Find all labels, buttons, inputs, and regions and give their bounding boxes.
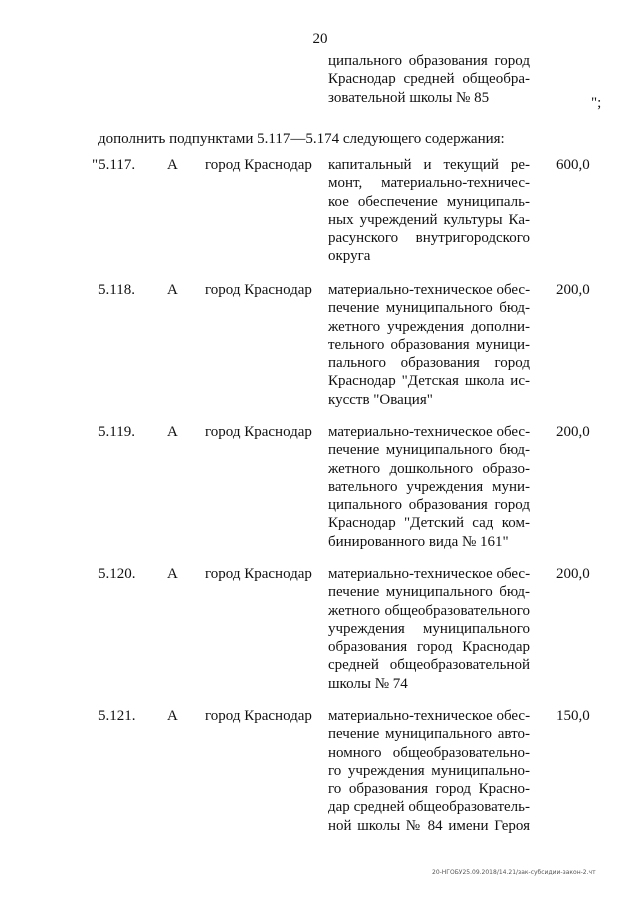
- description-line: тельного образования муници-: [328, 336, 530, 353]
- description-line: жетного учреждения дополни-: [328, 318, 530, 335]
- description-line: печение муниципального авто-: [328, 726, 530, 743]
- description-line: кусств "Овация": [328, 391, 433, 408]
- item-description: [328, 707, 530, 835]
- item-amount: 200,0: [556, 566, 590, 582]
- item-category: А: [167, 282, 178, 298]
- item-city: город Краснодар: [205, 566, 312, 582]
- item-number: "5.117.: [92, 157, 136, 173]
- description-line: образования город Краснодар: [328, 639, 530, 656]
- item-category: А: [167, 157, 178, 173]
- description-line: жетного общеобразовательного: [328, 602, 530, 619]
- description-line: вательного учреждения муни-: [328, 478, 530, 495]
- item-city: город Краснодар: [205, 424, 312, 440]
- item-number: 5.120.: [98, 566, 136, 582]
- item-description: [328, 565, 530, 693]
- item-city: город Краснодар: [205, 157, 312, 173]
- description-line: учреждения муниципального: [328, 620, 530, 637]
- item-description: [328, 156, 530, 266]
- description-line: монт, материально-техничес-: [328, 175, 530, 192]
- description-line: средней общеобразовательной: [328, 657, 530, 674]
- description-line: ципального образования город: [328, 497, 530, 514]
- description-line: материально-техническое обес-: [328, 708, 531, 724]
- item-number: 5.118.: [98, 282, 135, 298]
- description-line: номного общеобразовательно-: [328, 744, 530, 761]
- item-amount: 150,0: [556, 708, 590, 724]
- description-line: ных учреждений культуры Ка-: [328, 211, 530, 228]
- item-amount: 200,0: [556, 282, 590, 298]
- description-line: Краснодар "Детский сад ком-: [328, 515, 530, 532]
- item-category: А: [167, 566, 178, 582]
- description-line: материально-техническое обес-: [328, 424, 531, 440]
- item-number: 5.121.: [98, 708, 136, 724]
- item-description: [328, 423, 530, 551]
- description-line: материально-техническое обес-: [328, 282, 531, 298]
- item-description: [328, 281, 530, 409]
- description-line: капитальный и текущий ре-: [328, 157, 530, 173]
- description-line: школы № 74: [328, 675, 408, 692]
- description-line: печение муниципального бюд-: [328, 584, 530, 601]
- description-line: ной школы № 84 имени Героя: [328, 817, 530, 834]
- item-amount: 600,0: [556, 157, 590, 173]
- item-category: А: [167, 708, 178, 724]
- description-line: печение муниципального бюд-: [328, 300, 530, 317]
- continuation-line: ципального образования город: [328, 53, 530, 69]
- description-line: пального образования город: [328, 355, 530, 372]
- description-line: жетного дошкольного образо-: [328, 460, 530, 477]
- item-category: А: [167, 424, 178, 440]
- item-city: город Краснодар: [205, 282, 312, 298]
- description-line: го образования город Красно-: [328, 781, 530, 798]
- description-line: Краснодар "Детская школа ис-: [328, 373, 530, 390]
- continuation-line: Краснодар средней общеобра-: [328, 71, 530, 88]
- description-line: материально-техническое обес-: [328, 566, 531, 582]
- item-amount: 200,0: [556, 424, 590, 440]
- description-line: печение муниципального бюд-: [328, 442, 530, 459]
- description-line: го учреждения муниципально-: [328, 762, 530, 779]
- description-line: расунского внутригородского: [328, 230, 530, 247]
- continuation-text: [328, 52, 530, 107]
- description-line: дар средней общеобразователь-: [328, 799, 530, 816]
- description-line: кое обеспечение муниципаль-: [328, 193, 530, 210]
- description-line: округа: [328, 248, 371, 265]
- description-line: бинированного вида № 161": [328, 533, 509, 550]
- footer-file-path: 20-НГОБУ25.09.2018/14.21/зак-субсидии-закон-2.чт: [432, 869, 596, 876]
- item-city: город Краснодар: [205, 708, 312, 724]
- closing-quote-mark: ";: [591, 95, 602, 111]
- page-number: 20: [312, 31, 328, 47]
- intro-text: дополнить подпунктами 5.117—5.174 следующего содержания:: [98, 131, 505, 147]
- continuation-line: зовательной школы № 85: [328, 89, 490, 106]
- item-number: 5.119.: [98, 424, 135, 440]
